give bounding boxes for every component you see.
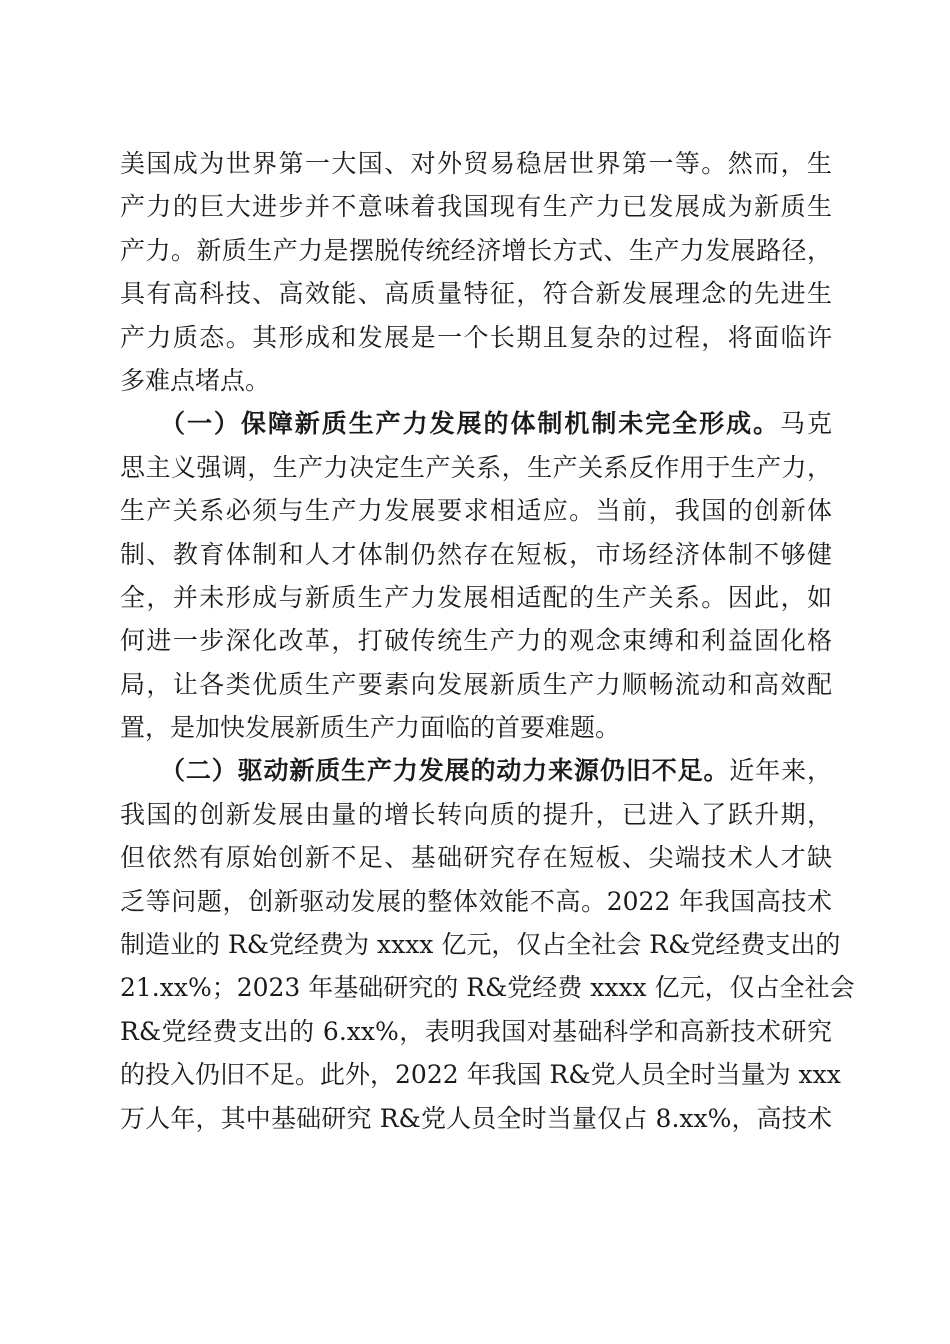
text-line: 但依然有原始创新不足、基础研究存在短板、尖端技术人才缺 — [120, 843, 832, 873]
paragraph-first-line — [120, 749, 832, 792]
text-line: 制造业的 R&党经费为 xxxx 亿元，仅占全社会 R&党经费支出的 — [120, 930, 841, 960]
text-line: 的投入仍旧不足。此外，2022 年我国 R&党人员全时当量为 xxx — [120, 1060, 841, 1090]
body-text — [120, 142, 855, 1140]
paragraph-3 — [120, 749, 855, 1140]
text-line: 万人年，其中基础研究 R&党人员全时当量仅占 8.xx%，高技术 — [120, 1103, 832, 1133]
section-heading: （二）驱动新质生产力发展的动力来源仍旧不足。 — [160, 756, 730, 786]
text-run: 马克 — [780, 409, 832, 439]
text-line: 具有高科技、高效能、高质量特征，符合新发展理念的先进生 — [120, 279, 832, 309]
text-line: 局，让各类优质生产要素向发展新质生产力顺畅流动和高效配 — [120, 669, 832, 699]
section-heading: （一）保障新质生产力发展的体制机制未完全形成。 — [160, 409, 781, 439]
text-line: 置，是加快发展新质生产力面临的首要难题。 — [120, 713, 621, 743]
paragraph-first-line — [120, 402, 832, 445]
text-run: 近年来， — [729, 756, 832, 786]
text-line: 我国的创新发展由量的增长转向质的提升，已进入了跃升期， — [120, 799, 832, 829]
text-line: 美国成为世界第一大国、对外贸易稳居世界第一等。然而，生 — [120, 149, 832, 178]
text-line: 生产关系必须与生产力发展要求相适应。当前，我国的创新体 — [120, 496, 832, 526]
text-line: 产力质态。其形成和发展是一个长期且复杂的过程，将面临许 — [120, 322, 832, 352]
text-line: 何进一步深化改革，打破传统生产力的观念束缚和利益固化格 — [120, 626, 832, 656]
text-line: 乏等问题，创新驱动发展的整体效能不高。2022 年我国高技术 — [120, 886, 832, 916]
text-line: R&党经费支出的 6.xx%，表明我国对基础科学和高新技术研究 — [120, 1016, 832, 1046]
text-line: 思主义强调，生产力决定生产关系，生产关系反作用于生产力， — [120, 452, 832, 482]
text-line: 产力。新质生产力是摆脱传统经济增长方式、生产力发展路径， — [120, 235, 832, 265]
text-line: 制、教育体制和人才体制仍然存在短板，市场经济体制不够健 — [120, 539, 832, 569]
text-line: 21.xx%；2023 年基础研究的 R&党经费 xxxx 亿元，仅占全社会 — [120, 973, 855, 1003]
text-line: 多难点堵点。 — [120, 365, 271, 395]
text-line: 产力的巨大进步并不意味着我国现有生产力已发展成为新质生 — [120, 192, 832, 222]
paragraph-1 — [120, 142, 832, 402]
paragraph-2 — [120, 402, 832, 749]
text-line: 全，并未形成与新质生产力发展相适配的生产关系。因此，如 — [120, 582, 832, 612]
